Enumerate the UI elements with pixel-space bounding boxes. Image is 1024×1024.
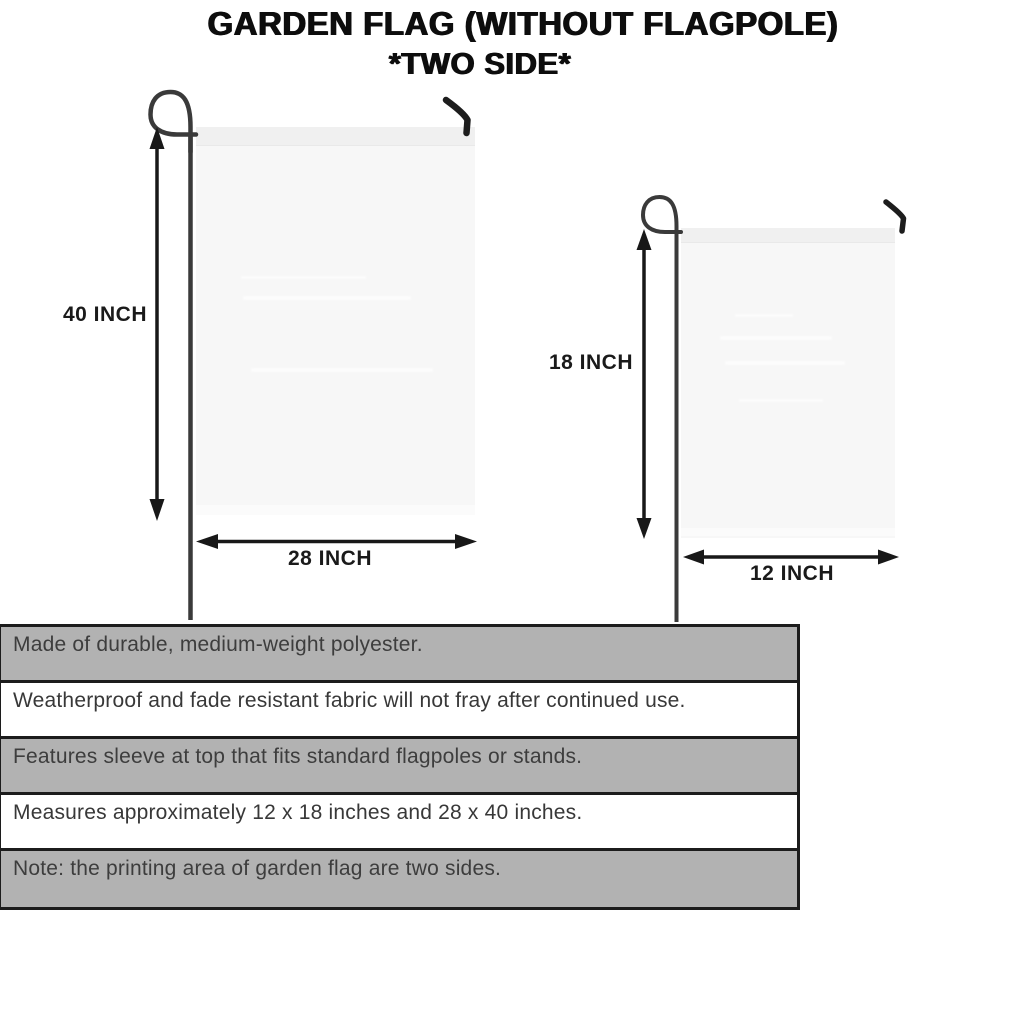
ghost-streak (739, 399, 823, 402)
small-flag-hanger-loop-icon (643, 197, 681, 246)
small-flag-width-label: 12 INCH (749, 562, 835, 585)
features-table (0, 624, 800, 910)
small-flag-height-label: 18 INCH (548, 351, 634, 374)
small-flag-clip-hook-icon (886, 202, 904, 231)
page-title: GARDEN FLAG (WITHOUT FLAGPOLE) (207, 5, 839, 42)
large-flag-width-label: 28 INCH (287, 547, 373, 570)
feature-row: Note: the printing area of garden flag are two sides. (1, 851, 797, 907)
ghost-streak (725, 361, 845, 365)
flag-bottom-fade (681, 528, 895, 536)
small-flag-canvas (681, 228, 895, 538)
feature-row: Made of durable, medium-weight polyester. (1, 627, 797, 683)
large-flag-height-label: 40 INCH (62, 303, 148, 326)
feature-row: Weatherproof and fade resistant fabric will not fray after continued use. (1, 683, 797, 739)
ghost-streak (241, 276, 366, 279)
large-flag-canvas (196, 127, 475, 515)
small-flag-sleeve (681, 228, 895, 243)
ghost-streak (251, 368, 433, 372)
small-flag-height-arrow (637, 229, 652, 539)
ghost-streak (243, 296, 411, 300)
large-flag-hanger-loop-icon (151, 92, 197, 152)
feature-row: Measures approximately 12 x 18 inches and 28 x 40 inches. (1, 795, 797, 851)
page-subtitle: *TWO SIDE* (388, 46, 572, 81)
large-flag-sleeve (196, 127, 475, 146)
feature-row: Features sleeve at top that fits standard flagpoles or stands. (1, 739, 797, 795)
ghost-streak (735, 314, 793, 317)
ghost-streak (720, 336, 832, 340)
flag-bottom-fade (196, 505, 475, 515)
